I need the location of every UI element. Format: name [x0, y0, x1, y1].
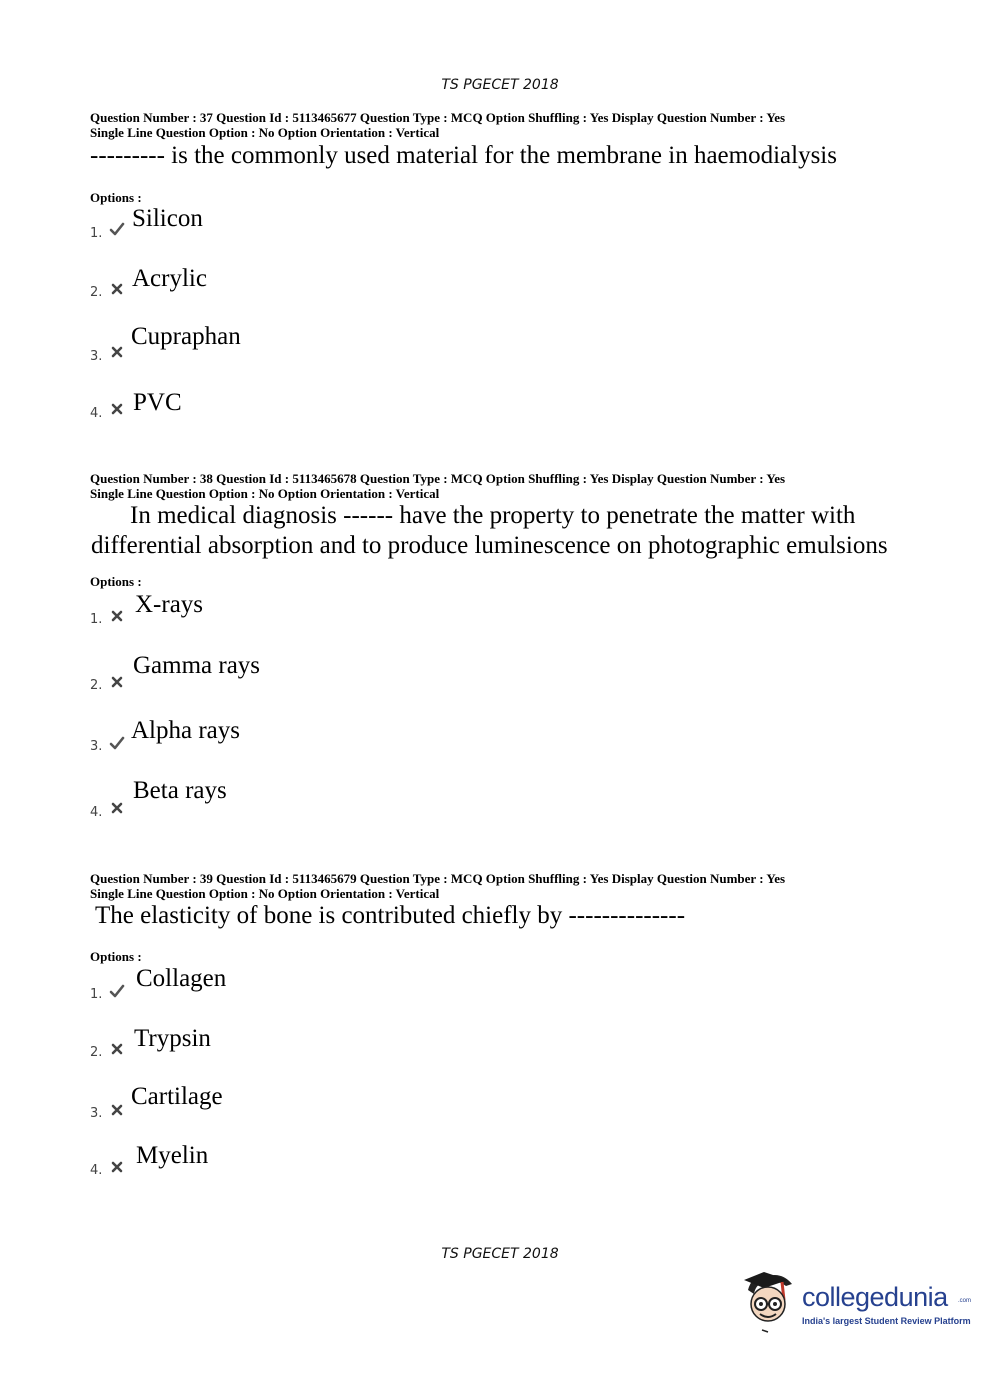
q38-meta-line1: Question Number : 38 Question Id : 5113465678 Question Type : MCQ Option Shuffling : Yes Display Question Number : Yes [90, 471, 786, 486]
q38-meta-line2: Single Line Question Option : No Option Orientation : Vertical [90, 486, 440, 501]
q38-option-1-number: 1. [90, 612, 103, 627]
q39-option-2-number: 2. [90, 1045, 103, 1060]
q38-option-4-number: 4. [90, 805, 103, 820]
cross-icon [109, 609, 125, 623]
logo-wordmark: collegedunia [802, 1282, 948, 1312]
cross-icon [109, 1160, 125, 1174]
q37-option-2-text: Acrylic [132, 265, 207, 292]
cross-icon [109, 282, 125, 296]
cross-icon [109, 402, 125, 416]
q39-option-4-text: Myelin [136, 1142, 209, 1169]
q37-option-1-number: 1. [90, 226, 103, 241]
q39-option-1-text: Collagen [136, 965, 227, 992]
check-icon [109, 222, 125, 236]
q39-meta-line2: Single Line Question Option : No Option Orientation : Vertical [90, 886, 440, 901]
q37-option-1-text: Silicon [132, 205, 203, 232]
q38-option-1-text: X-rays [135, 591, 204, 618]
q39-option-4-number: 4. [90, 1163, 103, 1178]
cross-icon [109, 801, 125, 815]
q37-meta-line1: Question Number : 37 Question Id : 5113465677 Question Type : MCQ Option Shuffling : Yes Display Question Number : Yes [90, 110, 786, 125]
q38-question-text-line1: In medical diagnosis ------ have the property to penetrate the matter with [130, 502, 856, 529]
cross-icon [109, 345, 125, 359]
check-icon [109, 736, 125, 750]
page-header: TS PGECET 2018 [441, 77, 559, 93]
q38-option-4-text: Beta rays [133, 777, 227, 804]
q37-option-3-text: Cupraphan [131, 323, 241, 350]
logo-domain-suffix: .com [958, 1298, 972, 1304]
q39-option-3-text: Cartilage [131, 1083, 223, 1110]
q38-question-text-line2: differential absorption and to produce luminescence on photographic emulsions [91, 532, 888, 559]
q38-option-3-number: 3. [90, 739, 103, 754]
q37-option-3-number: 3. [90, 349, 103, 364]
student-mascot-icon [742, 1270, 800, 1336]
q38-options-label: Options : [90, 574, 142, 589]
q38-option-2-number: 2. [90, 678, 103, 693]
q39-question-text: The elasticity of bone is contributed chiefly by -------------- [95, 902, 686, 929]
q37-option-2-number: 2. [90, 285, 103, 300]
q39-meta-line1: Question Number : 39 Question Id : 5113465679 Question Type : MCQ Option Shuffling : Yes Display Question Number : Yes [90, 871, 786, 886]
q37-meta-line2: Single Line Question Option : No Option Orientation : Vertical [90, 125, 440, 140]
q37-option-4-text: PVC [133, 389, 182, 416]
q38-option-2-text: Gamma rays [133, 652, 261, 679]
check-icon [109, 984, 125, 998]
q39-options-label: Options : [90, 949, 142, 964]
logo-tagline: India's largest Student Review Platform [802, 1316, 971, 1326]
cross-icon [109, 675, 125, 689]
cross-icon [109, 1042, 125, 1056]
q38-option-3-text: Alpha rays [131, 717, 240, 744]
q37-options-label: Options : [90, 190, 142, 205]
q37-option-4-number: 4. [90, 406, 103, 421]
q39-option-1-number: 1. [90, 987, 103, 1002]
collegedunia-logo [742, 1270, 972, 1338]
page-footer: TS PGECET 2018 [441, 1246, 559, 1262]
q39-option-3-number: 3. [90, 1106, 103, 1121]
cross-icon [109, 1103, 125, 1117]
q39-option-2-text: Trypsin [134, 1025, 211, 1052]
q37-question-text: --------- is the commonly used material for the membrane in haemodialysis [90, 142, 837, 169]
